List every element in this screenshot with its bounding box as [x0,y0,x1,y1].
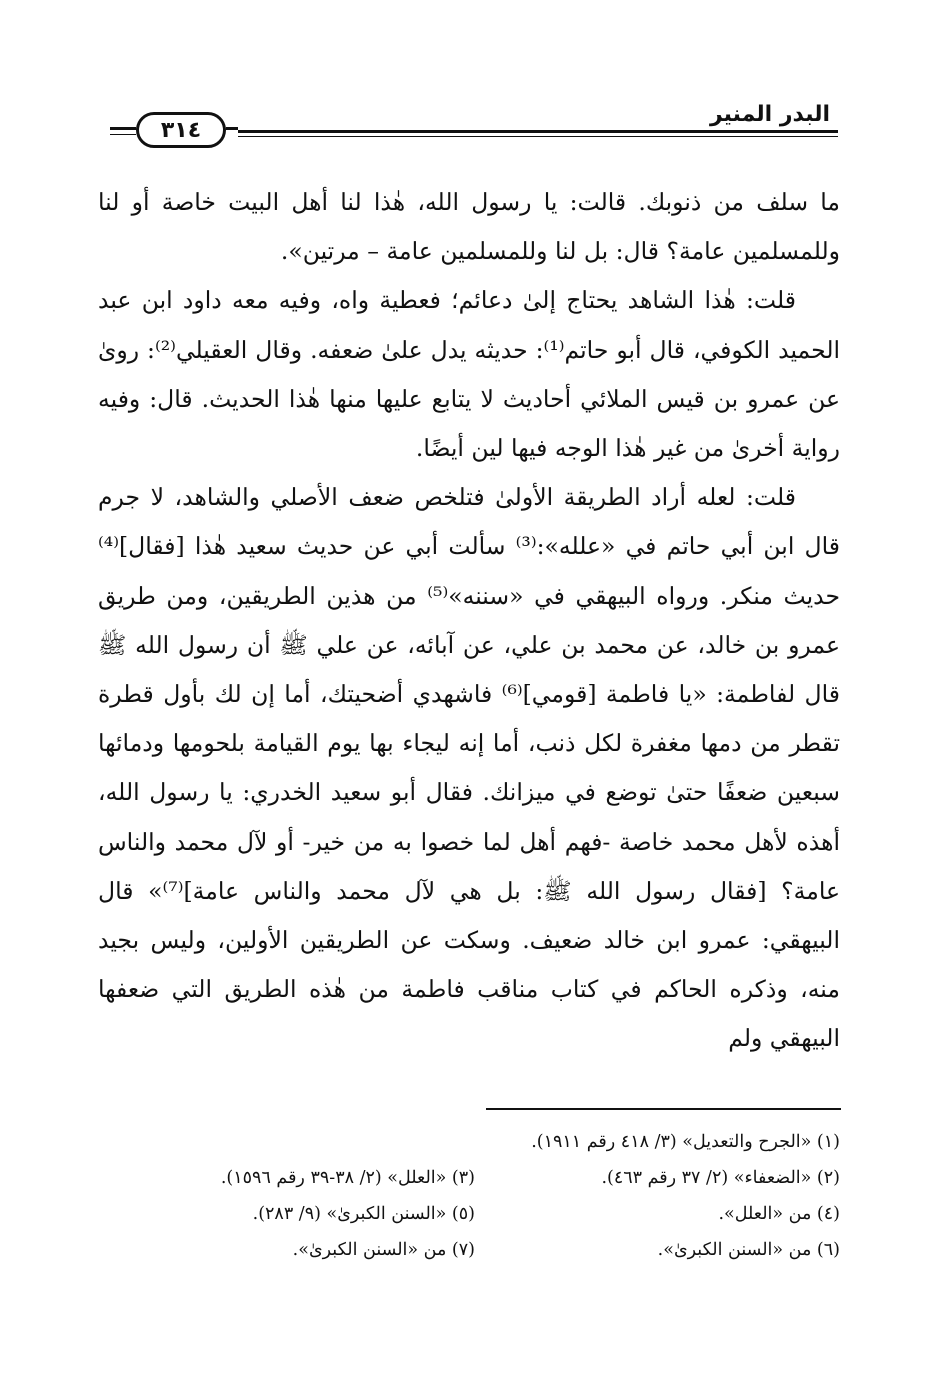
footnote-row [110,1124,840,1160]
page-number-rule-left [110,127,136,130]
page-number: ٣١٤ [136,112,226,148]
footnote-row [110,1196,840,1232]
footnote: (٣) «العلل» (٢/ ٣٨-٣٩ رقم ١٥٩٦). [220,1168,475,1188]
main-text [98,178,840,1064]
paragraph: قلت: هٰذا الشاهد يحتاج إلىٰ دعائم؛ فعطية واه، وفيه معه داود ابن عبد الحميد الكوفي، قال أبو حاتم⁽¹⁾: حديثه يدل علىٰ ضعفه. وقال العقيلي⁽²⁾: روىٰ عن عمرو بن قيس الملائي أحاديث لا يتابع عليها منها هٰذا الحديث. قال: وفيه رواية أخرىٰ من غير هٰذا الوجه فيها لين أيضًا. [98,286,841,463]
page-number-rule-left-thin [110,134,136,135]
book-title: البدر المنير [709,102,830,127]
footnote: (١) «الجرح والتعديل» (٣/ ٤١٨ رقم ١٩١١). [531,1132,840,1152]
page-header [110,100,838,160]
footnote-row [110,1160,840,1196]
paragraph: قلت: لعله أراد الطريقة الأولىٰ فتلخص ضعف الأصلي والشاهد، لا جرم قال ابن أبي حاتم في «علله»:⁽³⁾ سألت أبي عن حديث سعيد هٰذا [فقال]⁽⁴⁾ حديث منكر. ورواه البيهقي في «سننه»⁽⁵⁾ من هذين الطريقين، ومن طريق عمرو بن خالد، عن محمد بن علي، عن آبائه، عن علي ﷺ أن رسول الله ﷺ قال لفاطمة: «يا فاطمة [قومي]⁽⁶⁾ فاشهدي أضحيتك، أما إن لك بأول قطرة تقطر من دمها مغفرة لكل ذنب، أما إنه ليجاء بها يوم القيامة بلحومها ودمائها سبعين ضعفًا حتىٰ توضع في ميزانك. فقال أبو سعيد الخدري: يا رسول الله، أهذه لأهل محمد خاصة -فهم أهل لما خصوا به من خير- أو لآل محمد والناس عامة؟ [فقال رسول الله ﷺ: بل هي لآل محمد والناس عامة]⁽⁷⁾» قال البيهقي: عمرو ابن خالد ضعيف. وسكت عن الطريقين الأولين، وليس بجيد منه، وذكره الحاكم في كتاب مناقب فاطمة من هٰذه الطريق التي ضعفها البيهقي ولم [98,483,840,1053]
paragraph: ما سلف من ذنوبك. قالت: يا رسول الله، هٰذا لنا أهل البيت خاصة أو لنا وللمسلمين عامة؟ قال: بل لنا وللمسلمين عامة – مرتين». [98,188,840,266]
header-rule-thin [238,136,838,137]
footnote: (٥) «السنن الكبرىٰ» (٩/ ٢٨٣). [252,1204,475,1224]
footnote: (٦) من «السنن الكبرىٰ». [657,1240,840,1260]
footnotes [110,1124,840,1268]
header-rule [238,130,838,133]
footnote: (٢) «الضعفاء» (٢/ ٣٧ رقم ٤٦٣). [601,1168,840,1188]
footnote-separator [486,1108,841,1110]
footnote: (٤) من «العلل». [718,1204,840,1224]
footnote: (٧) من «السنن الكبرىٰ». [292,1240,475,1260]
footnote-row [110,1232,840,1268]
page-number-rule-right [226,127,238,130]
